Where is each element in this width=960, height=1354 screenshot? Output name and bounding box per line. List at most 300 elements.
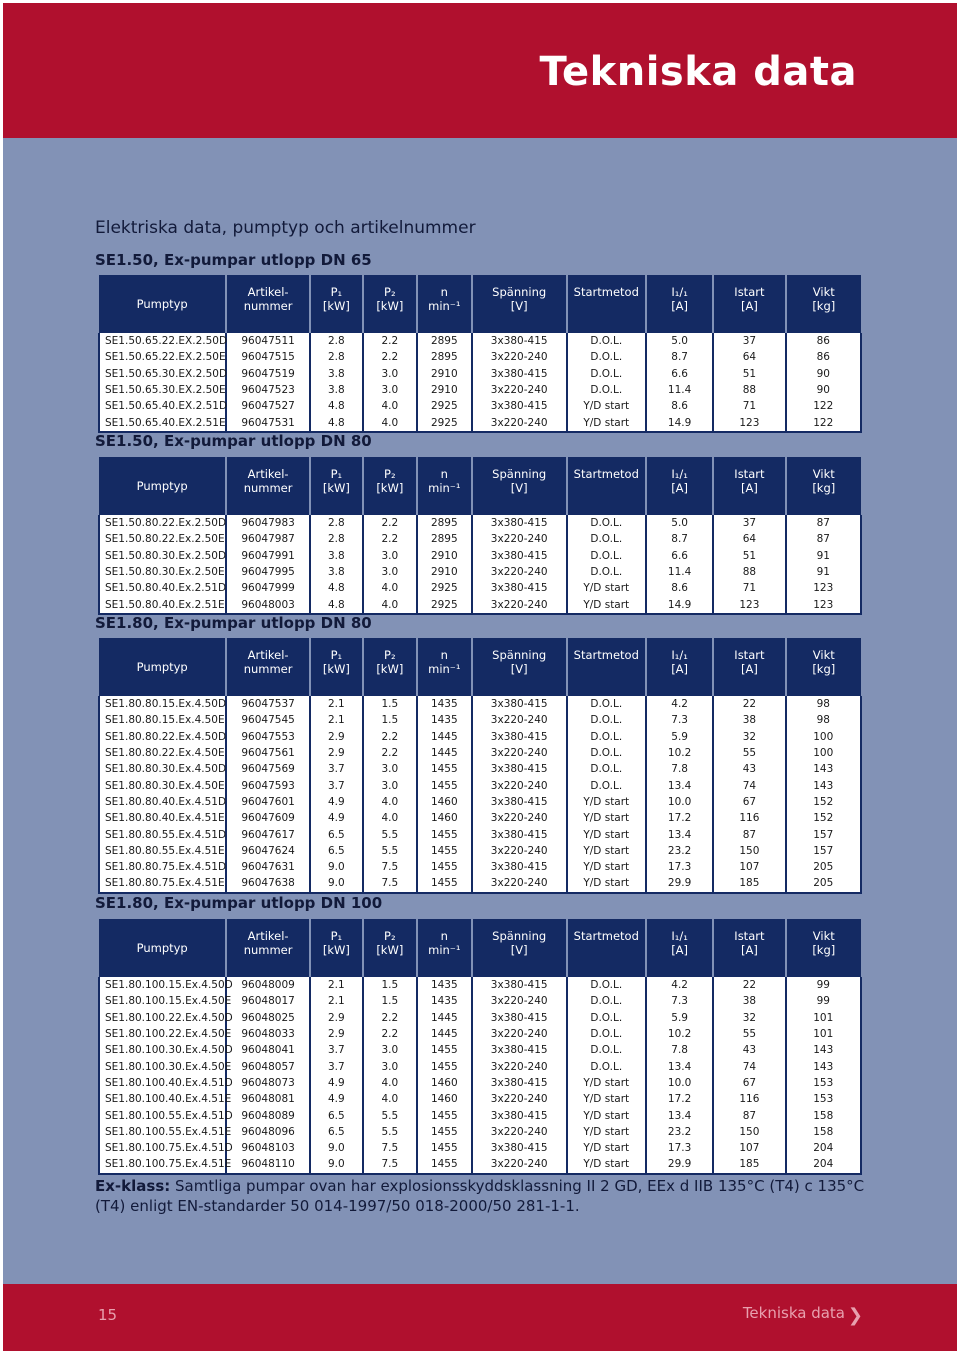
table-cell: 5.9	[646, 1010, 713, 1026]
table-cell: 158	[786, 1124, 861, 1140]
table-row	[99, 1124, 861, 1140]
column-header-line: P₁	[330, 929, 343, 943]
table-cell: 4.2	[646, 977, 713, 993]
column-header	[99, 638, 226, 696]
table-cell: 96047617	[226, 826, 310, 842]
table-cell: 204	[786, 1140, 861, 1156]
table-row	[99, 333, 861, 349]
bottom-band	[3, 1284, 957, 1351]
table-cell: 7.8	[646, 761, 713, 777]
table-cell: 5.5	[363, 1124, 417, 1140]
table-cell: 107	[713, 1140, 785, 1156]
table-cell: D.O.L.	[567, 712, 646, 728]
table-cell: SE1.80.80.75.Ex.4.51E	[99, 875, 226, 892]
column-header-line: [kW]	[322, 662, 350, 676]
column-header-line: [A]	[671, 481, 689, 495]
table-cell: 96047999	[226, 580, 310, 596]
table-row	[99, 993, 861, 1009]
table-cell: SE1.80.100.55.Ex.4.51E	[99, 1124, 226, 1140]
column-header	[472, 457, 567, 515]
column-header	[713, 457, 785, 515]
table-cell: 3x220-240	[472, 1091, 567, 1107]
table-cell: Y/D start	[567, 596, 646, 613]
column-header	[472, 638, 567, 696]
table-cell: 3.0	[363, 382, 417, 398]
table-cell: 3x220-240	[472, 810, 567, 826]
column-header-line: Pumptyp	[136, 479, 188, 493]
table-cell: 1435	[417, 712, 472, 728]
table-cell: 87	[786, 515, 861, 531]
table-cell: 3x380-415	[472, 515, 567, 531]
table-cell: SE1.80.80.22.Ex.4.50E	[99, 745, 226, 761]
table-cell: 96047561	[226, 745, 310, 761]
table-cell: 3x220-240	[472, 745, 567, 761]
table-cell: 150	[713, 1124, 785, 1140]
table-row	[99, 366, 861, 382]
table-cell: 4.9	[310, 1091, 363, 1107]
table-cell: 7.3	[646, 712, 713, 728]
table-title-4: SE1.80, Ex-pumpar utlopp DN 100	[95, 894, 383, 912]
table-cell: 3x380-415	[472, 366, 567, 382]
column-header-line: P₁	[330, 467, 343, 481]
table-cell: 1445	[417, 1010, 472, 1026]
table-cell: SE1.80.100.30.Ex.4.50D	[99, 1042, 226, 1058]
table-cell: 2895	[417, 333, 472, 349]
table-cell: 37	[713, 333, 785, 349]
table-cell: 1455	[417, 843, 472, 859]
column-header-line: [kW]	[322, 299, 350, 313]
table-cell: Y/D start	[567, 843, 646, 859]
table-row	[99, 1107, 861, 1123]
column-header	[472, 275, 567, 333]
column-header	[713, 638, 785, 696]
table-row	[99, 1026, 861, 1042]
table-cell: 3x380-415	[472, 729, 567, 745]
table-cell: SE1.80.80.55.Ex.4.51D	[99, 826, 226, 842]
table-cell: D.O.L.	[567, 761, 646, 777]
table-cell: SE1.80.100.75.Ex.4.51D	[99, 1140, 226, 1156]
table-cell: 2.8	[310, 531, 363, 547]
table-cell: 98	[786, 696, 861, 712]
column-header	[567, 919, 646, 977]
table-cell: 9.0	[310, 859, 363, 875]
table-cell: 7.3	[646, 993, 713, 1009]
table-cell: 1455	[417, 826, 472, 842]
column-header-line: P₁	[330, 285, 343, 299]
table-cell: 1455	[417, 1156, 472, 1173]
column-header-line: [kW]	[322, 481, 350, 495]
table-cell: 96047531	[226, 414, 310, 431]
column-header	[786, 919, 861, 977]
table-cell: 91	[786, 548, 861, 564]
table-cell: D.O.L.	[567, 993, 646, 1009]
column-header	[646, 457, 713, 515]
column-header-line: Artikel-	[247, 648, 289, 662]
table-cell: SE1.50.65.22.EX.2.50E	[99, 349, 226, 365]
column-header	[567, 638, 646, 696]
column-header-line: [V]	[510, 662, 528, 676]
column-header	[713, 919, 785, 977]
column-header-line: Artikel-	[247, 285, 289, 299]
column-header-line: [A]	[671, 662, 689, 676]
table-cell: 71	[713, 398, 785, 414]
column-header-line: nummer	[243, 662, 293, 676]
table-cell: 122	[786, 398, 861, 414]
table-cell: Y/D start	[567, 398, 646, 414]
table-cell: 4.0	[363, 414, 417, 431]
table-cell: 11.4	[646, 382, 713, 398]
table-cell: 23.2	[646, 1124, 713, 1140]
table-cell: 3x220-240	[472, 414, 567, 431]
column-header-line: Vikt	[812, 648, 835, 662]
table-cell: 3x380-415	[472, 761, 567, 777]
table-cell: 2.8	[310, 333, 363, 349]
table-cell: SE1.80.80.40.Ex.4.51E	[99, 810, 226, 826]
table-cell: 96047609	[226, 810, 310, 826]
table-cell: 101	[786, 1010, 861, 1026]
table-cell: 2.2	[363, 333, 417, 349]
page-number: 15	[98, 1306, 118, 1324]
table-cell: SE1.80.100.75.Ex.4.51E	[99, 1156, 226, 1173]
column-header	[567, 457, 646, 515]
table-cell: 2.9	[310, 745, 363, 761]
section-heading: Elektriska data, pumptyp och artikelnummer	[95, 218, 476, 238]
table-cell: 5.5	[363, 826, 417, 842]
table-cell: D.O.L.	[567, 777, 646, 793]
table-cell: SE1.80.80.75.Ex.4.51D	[99, 859, 226, 875]
table-cell: 96048003	[226, 596, 310, 613]
table-row	[99, 875, 861, 892]
table-cell: 158	[786, 1107, 861, 1123]
table-cell: 1455	[417, 859, 472, 875]
column-header-line: Startmetod	[573, 467, 639, 481]
column-header-line: min⁻¹	[428, 943, 461, 957]
table-cell: 96048057	[226, 1058, 310, 1074]
table-cell: 123	[713, 414, 785, 431]
table-cell: 96047523	[226, 382, 310, 398]
table-cell: 91	[786, 564, 861, 580]
column-header	[99, 919, 226, 977]
table-row	[99, 810, 861, 826]
column-header-line: [kW]	[376, 481, 404, 495]
column-header-line: Vikt	[812, 467, 835, 481]
table-cell: 90	[786, 366, 861, 382]
column-header-line: [kg]	[812, 299, 836, 313]
column-header	[310, 638, 363, 696]
table-cell: 3.8	[310, 366, 363, 382]
table-cell: 3.7	[310, 761, 363, 777]
table-cell: 96047545	[226, 712, 310, 728]
table-cell: SE1.50.80.40.Ex.2.51E	[99, 596, 226, 613]
table-cell: 64	[713, 349, 785, 365]
column-header	[363, 919, 417, 977]
table-cell: 9.0	[310, 1156, 363, 1173]
table-cell: 29.9	[646, 875, 713, 892]
column-header-line: Spänning	[492, 648, 547, 662]
column-header-line: [kW]	[376, 662, 404, 676]
table-cell: 6.5	[310, 826, 363, 842]
table-cell: SE1.50.65.40.EX.2.51E	[99, 414, 226, 431]
table-cell: SE1.80.80.22.Ex.4.50D	[99, 729, 226, 745]
table-cell: 3x380-415	[472, 333, 567, 349]
table-cell: 8.7	[646, 531, 713, 547]
footer-label: Tekniska data	[742, 1304, 845, 1322]
table-cell: 122	[786, 414, 861, 431]
table-cell: 38	[713, 712, 785, 728]
table-cell: SE1.50.80.30.Ex.2.50E	[99, 564, 226, 580]
table-cell: 8.6	[646, 580, 713, 596]
table-cell: 10.0	[646, 794, 713, 810]
table-cell: 143	[786, 1058, 861, 1074]
table-cell: 2925	[417, 596, 472, 613]
column-header	[786, 275, 861, 333]
table-cell: 86	[786, 349, 861, 365]
table-cell: 4.0	[363, 398, 417, 414]
table-row	[99, 398, 861, 414]
table-cell: 11.4	[646, 564, 713, 580]
table-cell: 3x220-240	[472, 564, 567, 580]
table-cell: 2.8	[310, 349, 363, 365]
table-cell: 99	[786, 977, 861, 993]
table-cell: 10.0	[646, 1075, 713, 1091]
table-cell: 2.9	[310, 1026, 363, 1042]
column-header-line: [kg]	[812, 481, 836, 495]
table-row	[99, 548, 861, 564]
table-cell: 1445	[417, 729, 472, 745]
table-cell: Y/D start	[567, 1107, 646, 1123]
table-cell: 13.4	[646, 826, 713, 842]
table-cell: 3x220-240	[472, 596, 567, 613]
table-cell: 2910	[417, 382, 472, 398]
table-cell: 4.9	[310, 810, 363, 826]
column-header-line: nummer	[243, 481, 293, 495]
table-row	[99, 531, 861, 547]
table-cell: 152	[786, 810, 861, 826]
table-cell: SE1.80.80.40.Ex.4.51D	[99, 794, 226, 810]
table-cell: 17.2	[646, 810, 713, 826]
table-cell: 3x220-240	[472, 1026, 567, 1042]
table-cell: D.O.L.	[567, 1042, 646, 1058]
column-header	[417, 457, 472, 515]
table-cell: 1460	[417, 810, 472, 826]
table-cell: 153	[786, 1091, 861, 1107]
column-header	[99, 275, 226, 333]
table-cell: 3x220-240	[472, 1058, 567, 1074]
table-cell: 1445	[417, 745, 472, 761]
table-cell: 6.5	[310, 1124, 363, 1140]
table-cell: SE1.80.100.40.Ex.4.51E	[99, 1091, 226, 1107]
table-cell: 9.0	[310, 875, 363, 892]
table-row	[99, 1010, 861, 1026]
table-cell: 1.5	[363, 977, 417, 993]
table-cell: 96047987	[226, 531, 310, 547]
column-header-line: Spänning	[492, 929, 547, 943]
table-cell: 116	[713, 810, 785, 826]
column-header-line: I₁/₁	[671, 929, 688, 943]
table-cell: 4.8	[310, 580, 363, 596]
column-header-line: Spänning	[492, 285, 547, 299]
column-header-line: Istart	[734, 929, 765, 943]
table-cell: 143	[786, 1042, 861, 1058]
column-header-line: min⁻¹	[428, 299, 461, 313]
table-cell: 2910	[417, 366, 472, 382]
table-cell: 37	[713, 515, 785, 531]
table-cell: 2925	[417, 414, 472, 431]
table-cell: 74	[713, 777, 785, 793]
column-header-line: min⁻¹	[428, 662, 461, 676]
chevron-right-icon: ❯	[847, 1305, 863, 1326]
column-header	[713, 275, 785, 333]
table-cell: 4.0	[363, 810, 417, 826]
table-cell: SE1.80.80.55.Ex.4.51E	[99, 843, 226, 859]
table-row	[99, 1075, 861, 1091]
table-cell: 6.6	[646, 366, 713, 382]
table-cell: 3x220-240	[472, 1124, 567, 1140]
table-cell: Y/D start	[567, 580, 646, 596]
table-cell: 32	[713, 1010, 785, 1026]
table-row	[99, 414, 861, 431]
table-cell: Y/D start	[567, 1140, 646, 1156]
column-header-line: Artikel-	[247, 929, 289, 943]
column-header-line: Istart	[734, 285, 765, 299]
header-row	[99, 638, 861, 696]
table-cell: 96048073	[226, 1075, 310, 1091]
table-cell: 3.0	[363, 777, 417, 793]
table-cell: 1455	[417, 1042, 472, 1058]
table-cell: 5.0	[646, 515, 713, 531]
table-cell: 2925	[417, 580, 472, 596]
column-header-line: [V]	[510, 481, 528, 495]
table-cell: 3x220-240	[472, 993, 567, 1009]
table-cell: 7.5	[363, 875, 417, 892]
table-cell: 96047631	[226, 859, 310, 875]
table-cell: 96048110	[226, 1156, 310, 1173]
table-cell: 5.5	[363, 843, 417, 859]
table-cell: 3x380-415	[472, 580, 567, 596]
column-header-line: [A]	[671, 299, 689, 313]
table-cell: D.O.L.	[567, 729, 646, 745]
table-cell: 2910	[417, 564, 472, 580]
table-cell: SE1.80.80.30.Ex.4.50E	[99, 777, 226, 793]
table-cell: 5.5	[363, 1107, 417, 1123]
column-header	[786, 638, 861, 696]
column-header	[646, 638, 713, 696]
table-cell: 96048009	[226, 977, 310, 993]
table-cell: 96048096	[226, 1124, 310, 1140]
column-header-line: I₁/₁	[671, 467, 688, 481]
table-cell: 1460	[417, 1075, 472, 1091]
column-header-line: Pumptyp	[136, 660, 188, 674]
table-cell: Y/D start	[567, 810, 646, 826]
table-cell: 6.6	[646, 548, 713, 564]
column-header-line: [A]	[740, 662, 758, 676]
table-cell: 2.9	[310, 729, 363, 745]
table-cell: D.O.L.	[567, 366, 646, 382]
table-cell: 88	[713, 564, 785, 580]
table-row	[99, 596, 861, 613]
table-row	[99, 1042, 861, 1058]
page-title: Tekniska data	[539, 49, 857, 95]
table-cell: 4.9	[310, 794, 363, 810]
column-header-line: [kg]	[812, 943, 836, 957]
table-row	[99, 1058, 861, 1074]
table-row	[99, 843, 861, 859]
table-cell: 3x380-415	[472, 1107, 567, 1123]
table-cell: 96048103	[226, 1140, 310, 1156]
table-cell: 6.5	[310, 1107, 363, 1123]
column-header	[417, 638, 472, 696]
table-cell: 67	[713, 794, 785, 810]
table-cell: 7.5	[363, 859, 417, 875]
table-cell: 3.7	[310, 1042, 363, 1058]
table-row	[99, 729, 861, 745]
table-cell: 96048081	[226, 1091, 310, 1107]
table-cell: 157	[786, 826, 861, 842]
table-cell: 10.2	[646, 1026, 713, 1042]
table-cell: 4.0	[363, 794, 417, 810]
table-cell: 101	[786, 1026, 861, 1042]
table-cell: 96047638	[226, 875, 310, 892]
column-header-line: P₂	[384, 929, 396, 943]
table-cell: 116	[713, 1091, 785, 1107]
table-cell: 1455	[417, 875, 472, 892]
table-cell: Y/D start	[567, 414, 646, 431]
column-header-line: [A]	[740, 299, 758, 313]
table-cell: 87	[786, 531, 861, 547]
table-cell: 17.3	[646, 1140, 713, 1156]
table-row	[99, 696, 861, 712]
column-header-line: Artikel-	[247, 467, 289, 481]
table-cell: 13.4	[646, 777, 713, 793]
table-cell: 51	[713, 548, 785, 564]
table-cell: 3.0	[363, 1058, 417, 1074]
spec-table-3	[98, 638, 862, 894]
table-cell: 13.4	[646, 1058, 713, 1074]
column-header	[646, 919, 713, 977]
spec-table-1	[98, 275, 862, 433]
column-header-line: Istart	[734, 648, 765, 662]
table-cell: 55	[713, 745, 785, 761]
table-cell: 107	[713, 859, 785, 875]
table-cell: 1.5	[363, 696, 417, 712]
table-cell: 22	[713, 696, 785, 712]
table-cell: SE1.80.100.15.Ex.4.50D	[99, 977, 226, 993]
table-cell: 1.5	[363, 712, 417, 728]
table-cell: 99	[786, 993, 861, 1009]
table-cell: 9.0	[310, 1140, 363, 1156]
table-cell: SE1.80.100.22.Ex.4.50D	[99, 1010, 226, 1026]
table-cell: 100	[786, 729, 861, 745]
header-row	[99, 457, 861, 515]
column-header	[226, 275, 310, 333]
spec-table-4	[98, 919, 862, 1175]
table-cell: 71	[713, 580, 785, 596]
column-header-line: min⁻¹	[428, 481, 461, 495]
table-cell: D.O.L.	[567, 531, 646, 547]
table-cell: 143	[786, 761, 861, 777]
table-cell: 2.1	[310, 696, 363, 712]
table-row	[99, 777, 861, 793]
column-header-line: nummer	[243, 299, 293, 313]
table-cell: 204	[786, 1156, 861, 1173]
table-row	[99, 977, 861, 993]
table-cell: 2.9	[310, 1010, 363, 1026]
table-cell: 2.2	[363, 1026, 417, 1042]
table-cell: 87	[713, 826, 785, 842]
table-cell: 96048025	[226, 1010, 310, 1026]
table-cell: 4.2	[646, 696, 713, 712]
column-header-line: Pumptyp	[136, 941, 188, 955]
